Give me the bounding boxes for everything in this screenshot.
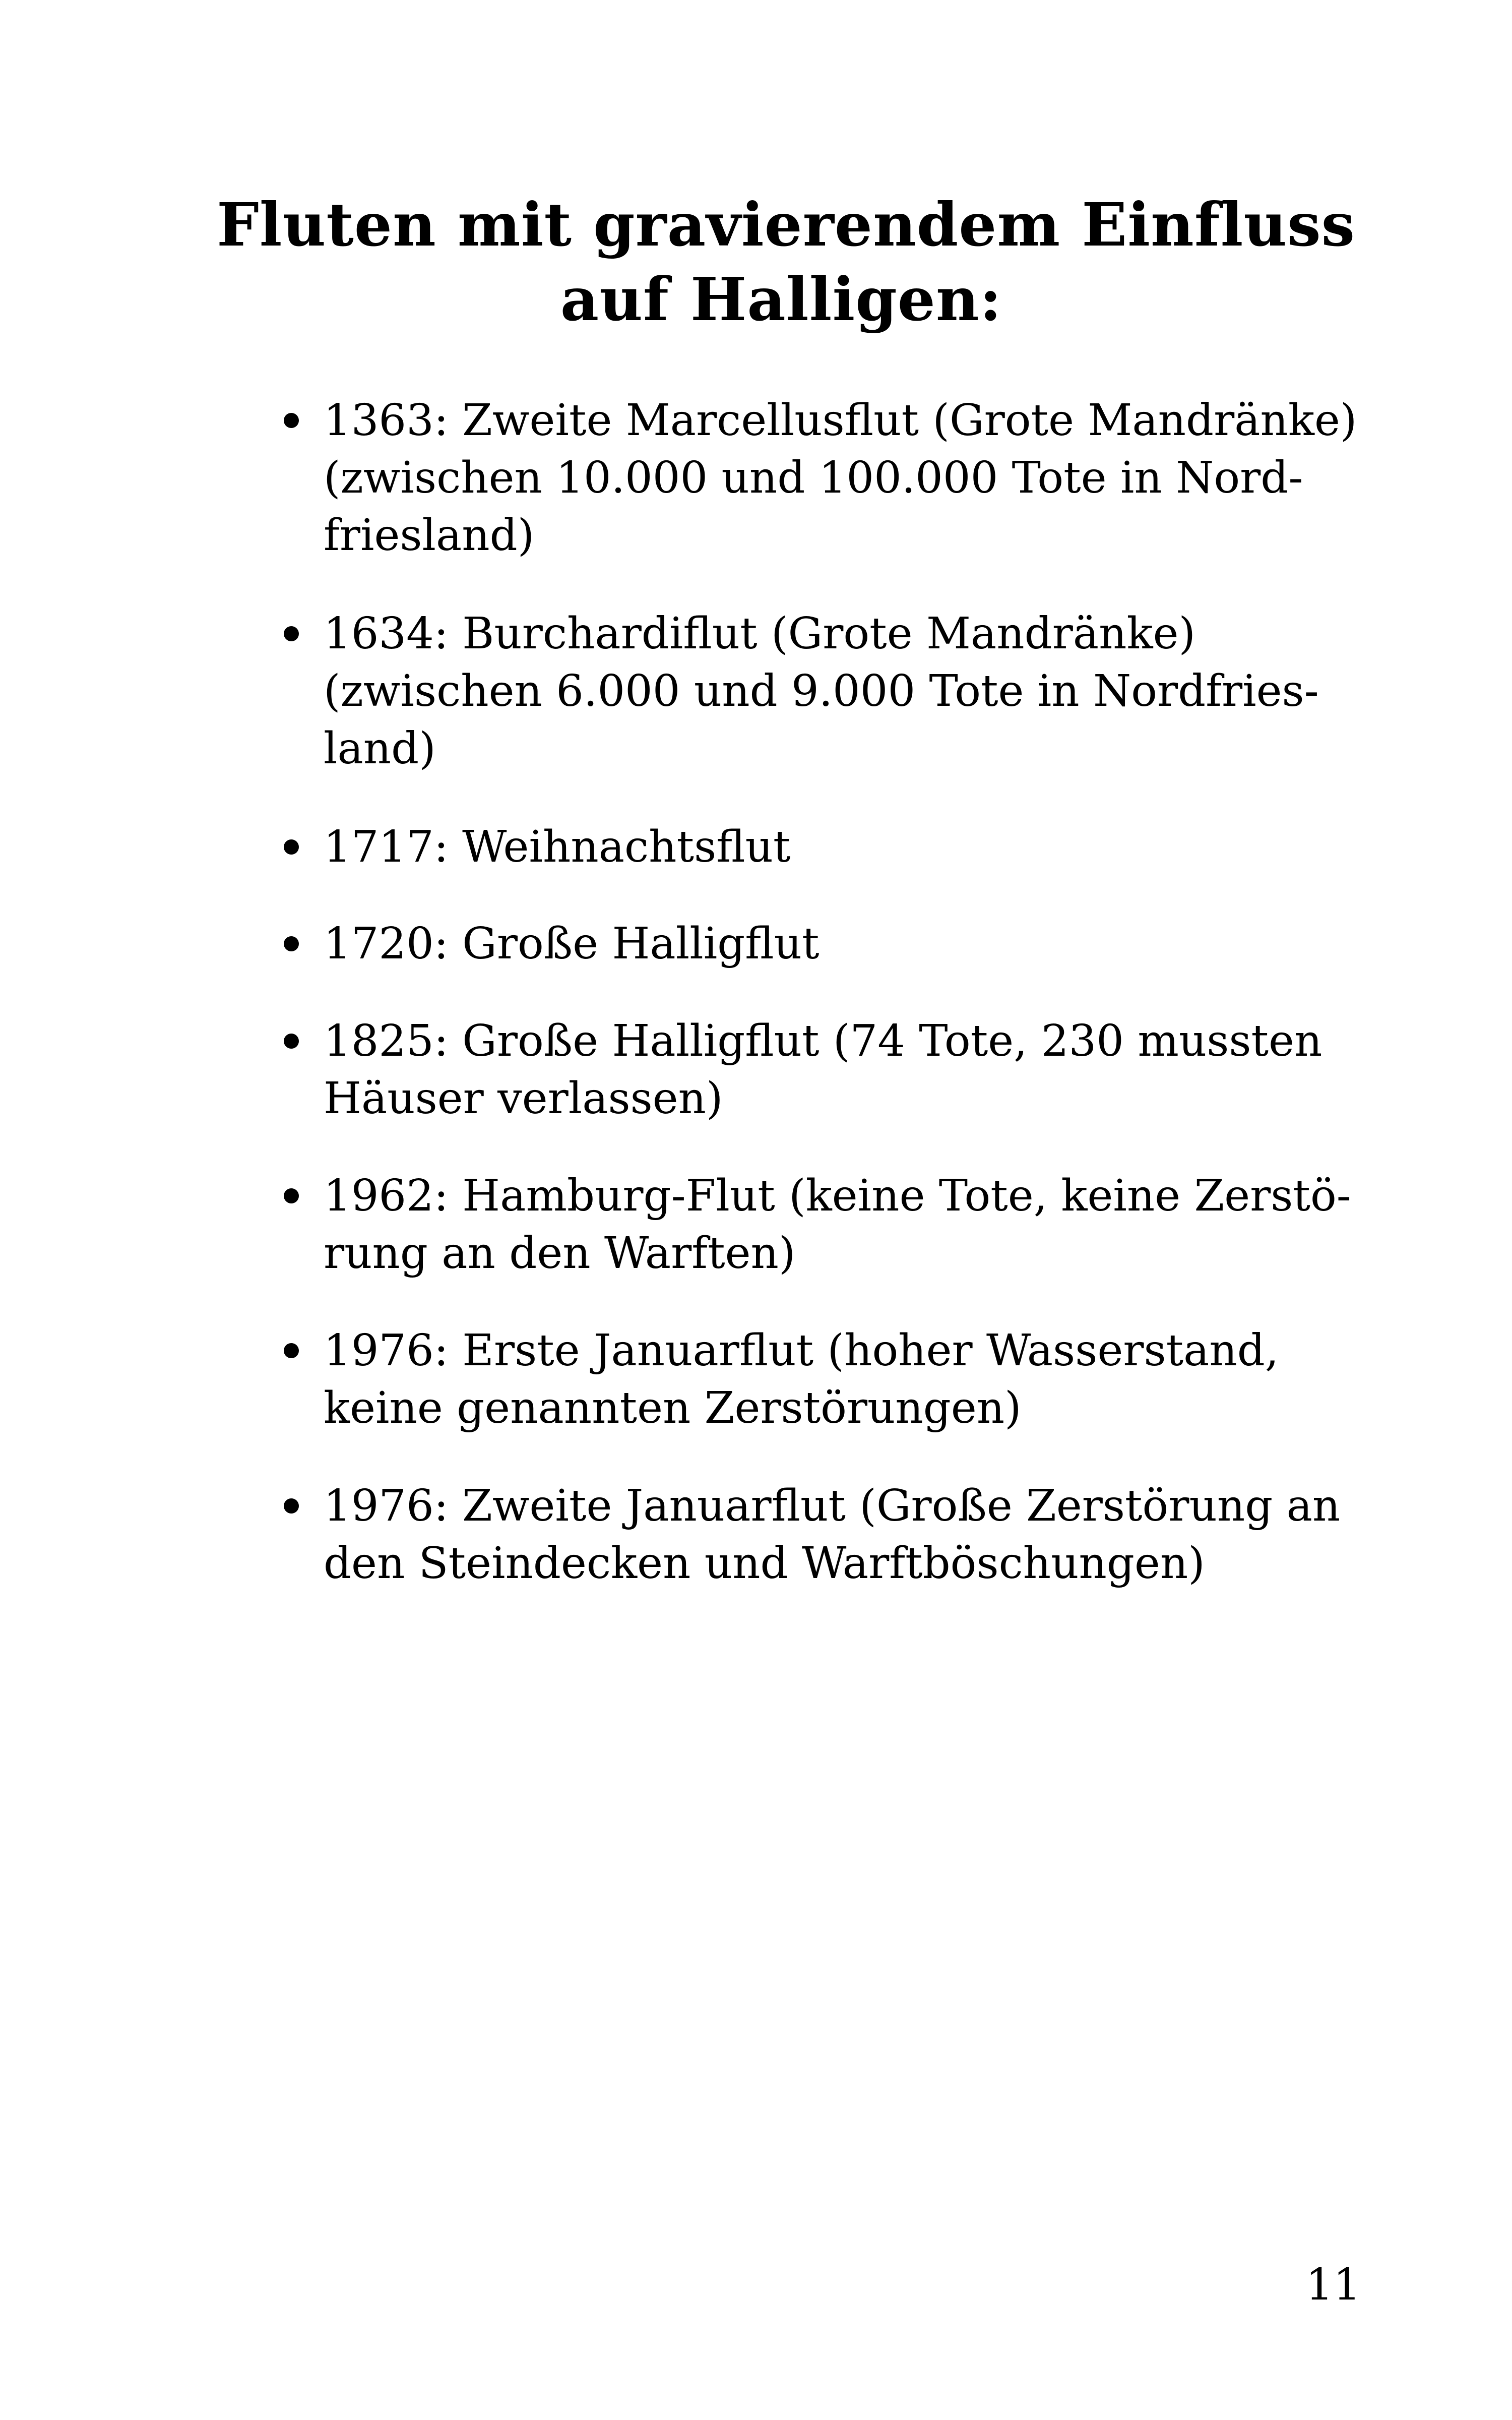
list-item-line: rung an den Warften) bbox=[324, 1228, 796, 1279]
list-item-line: 1717: Weihnachtsflut bbox=[324, 822, 791, 872]
list-item-line: (zwischen 10.000 und 100.000 Tote in Nord- bbox=[324, 453, 1303, 503]
heading-line-1: Fluten mit gravierendem Einfluss bbox=[217, 190, 1356, 260]
list-item-line: 1976: Erste Januarflut (hoher Wasserstand, bbox=[324, 1325, 1279, 1376]
list-item-line: (zwischen 6.000 und 9.000 Tote in Nordfries- bbox=[324, 666, 1319, 716]
bullet-icon bbox=[278, 818, 304, 876]
bullet-icon bbox=[278, 1322, 304, 1379]
bullet-icon bbox=[278, 605, 304, 662]
bullet-icon bbox=[278, 392, 304, 449]
bullet-icon bbox=[278, 1012, 304, 1070]
bullet-icon bbox=[278, 1167, 304, 1225]
list-item-line: land) bbox=[324, 723, 436, 774]
list-item-line: 1976: Zweite Januarflut (Große Zerstörung an bbox=[324, 1481, 1341, 1531]
list-item-line: den Steindecken und Warftböschungen) bbox=[324, 1538, 1205, 1589]
bullet-icon bbox=[278, 1477, 304, 1535]
list-item-line: 1962: Hamburg-Flut (keine Tote, keine Zerstö- bbox=[324, 1171, 1351, 1221]
list-item-line: keine genannten Zerstörungen) bbox=[324, 1383, 1022, 1433]
list-item-line: 1363: Zweite Marcellusflut (Grote Mandränke) bbox=[324, 395, 1357, 446]
list-item-line: 1720: Große Halligflut bbox=[324, 919, 820, 969]
page-heading bbox=[217, 188, 1356, 337]
bullet-icon bbox=[278, 915, 304, 973]
list-item-line: 1825: Große Halligflut (74 Tote, 230 mussten bbox=[324, 1016, 1322, 1066]
list-item-line: 1634: Burchardiflut (Grote Mandränke) bbox=[324, 609, 1196, 659]
list-item-line: Häuser verlassen) bbox=[324, 1073, 723, 1124]
heading-line-2: auf Halligen: bbox=[560, 264, 1002, 334]
list-item-line: friesland) bbox=[324, 510, 535, 561]
page-number: 11 bbox=[1305, 2260, 1361, 2310]
